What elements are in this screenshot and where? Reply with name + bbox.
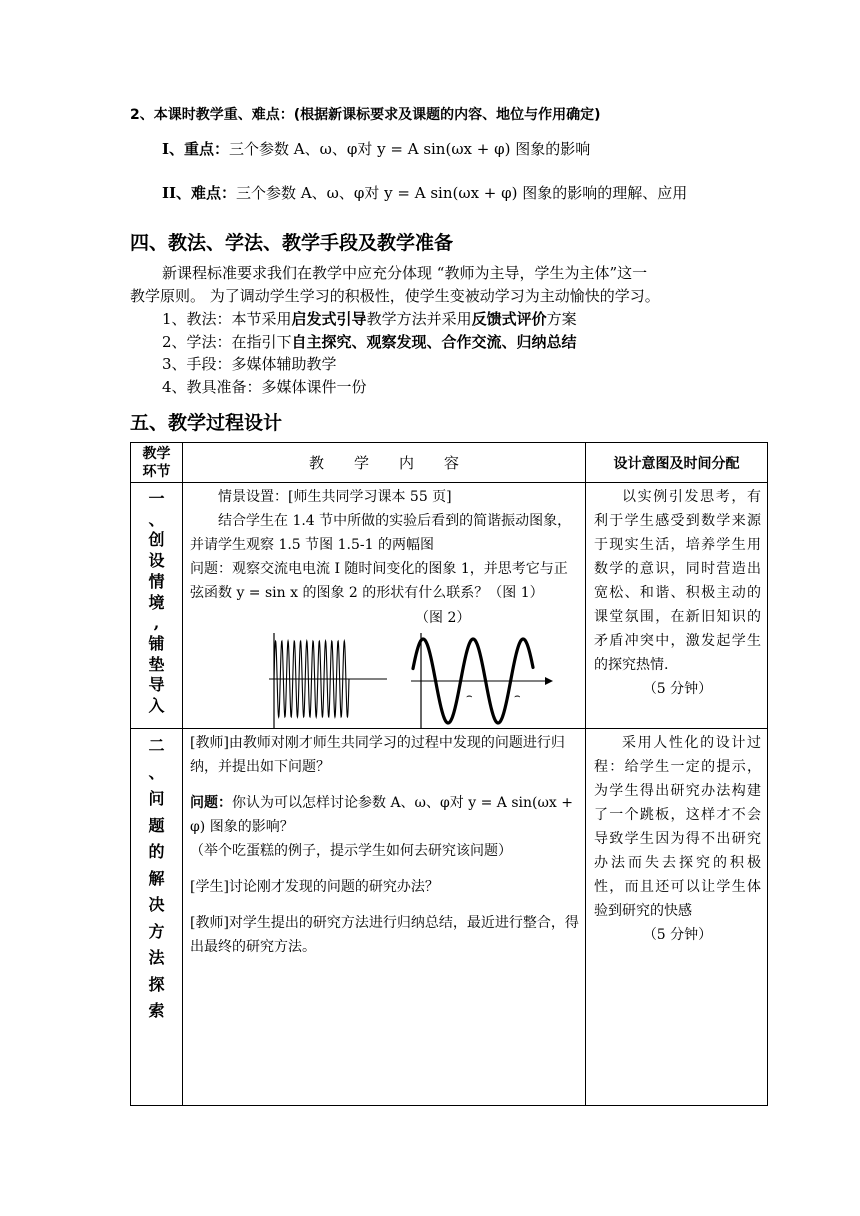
stage2-char: 二	[148, 736, 165, 755]
stage2-char: 问	[148, 789, 165, 808]
question-text: 你认为可以怎样讨论参数 A、ω、φ对 y = A sin(ωx + φ) 图象的影响？	[190, 795, 573, 835]
cake-example: （举个吃蛋糕的例子，提示学生如何去研究该问题）	[190, 843, 512, 859]
stage2-char: 题	[148, 815, 165, 835]
time-1: （5 分钟）	[642, 681, 713, 697]
table-row	[131, 729, 768, 1106]
scene-question: 问题：观察交流电电流 I 随时间变化的图象 1，并思考它与正弦函数 y = sin x 的图象 2 的形状有什么联系？（图 1）	[190, 561, 568, 601]
section-title-methods: 四、教法、学法、教学手段及教学准备	[130, 232, 454, 254]
stage1-char: 境	[148, 592, 165, 612]
stage2-char: 决	[148, 895, 165, 914]
stage2-char: 、	[148, 762, 165, 782]
content-cell-1	[183, 483, 586, 729]
teacher-summary: [教师]由教师对刚才师生共同学习的过程中发现的问题进行归纳，并提出如下问题？	[190, 735, 565, 775]
figure-2-sine-graph	[411, 633, 553, 729]
section-title-process: 五、教学过程设计	[130, 412, 283, 434]
stage1-char: 、	[148, 509, 165, 529]
method-item-learning	[162, 331, 577, 353]
figure-1-ac-current-graph	[269, 633, 387, 729]
header-stage-text: 教学环节	[142, 445, 171, 480]
design-cell-1	[586, 483, 768, 729]
stage-cell-1	[131, 483, 183, 729]
table-row	[131, 483, 768, 729]
method-item-teaching-mid: 教学方法并采用	[366, 310, 472, 328]
methods-paragraph-line2: 教学原则。 为了调动学生学习的积极性，使学生变被动学习为主动愉快的学习。	[130, 287, 660, 305]
stage-cell-2	[131, 729, 183, 1106]
method-item-means: 3、手段：多媒体辅助教学	[162, 355, 337, 373]
methods-paragraph-line1: 新课程标准要求我们在教学中应充分体现 “教师为主导，学生为主体”这一	[162, 264, 648, 282]
content-cell-2	[183, 729, 586, 1106]
method-item-teaching-bold2: 反馈式评价	[471, 310, 547, 328]
stage2-char: 方	[148, 921, 165, 941]
stage1-char: 入	[148, 696, 165, 716]
stage1-char: 导	[148, 675, 165, 695]
method-item-tools: 4、教具准备：多媒体课件一份	[162, 378, 367, 396]
difficulty-line	[162, 182, 687, 204]
stage1-char: 垫	[148, 654, 165, 674]
stage2-char: 索	[148, 1001, 165, 1020]
method-item-teaching-bold1: 启发式引导	[291, 310, 367, 328]
header-design: 设计意图及时间分配	[586, 443, 768, 483]
key-point-text: 三个参数 A、ω、φ对 y = A sin(ωx + φ) 图象的影响	[229, 140, 591, 158]
difficulty-label: II、难点：	[162, 184, 237, 202]
figure-2-label: （图 2）	[415, 610, 471, 626]
method-item-teaching-pre: 1、教法：本节采用	[162, 310, 292, 328]
design-cell-2	[586, 729, 768, 1106]
teaching-process-table	[130, 442, 768, 1106]
section-heading-key-points: 2、本课时教学重、难点：(根据新课标要求及课题的内容、地位与作用确定)	[130, 107, 601, 123]
stage1-char: 创	[148, 530, 165, 550]
stage1-char: ,	[153, 613, 160, 633]
method-item-learning-bold: 自主探究、观察发现、合作交流、归纳总结	[291, 333, 577, 351]
stage2-char: 法	[148, 948, 165, 967]
svg-text:⌢: ⌢	[466, 691, 473, 702]
table-header-row	[131, 443, 768, 483]
design-text-2: 采用人性化的设计过程：给学生一定的提示，为学生得出研究办法构建了一个跳板，这样才不会导致学生因为得不出研究办法而失去探究的积极性，而且还可以让学生体验到研究的快感	[594, 735, 761, 919]
teacher-conclusion: [教师]对学生提出的研究方法进行归纳总结，最近进行整合，得出最终的研究方法。	[190, 915, 579, 955]
method-item-teaching-post: 方案	[546, 310, 577, 328]
header-stage	[131, 443, 183, 483]
header-content: 教 学 内 容	[183, 443, 586, 483]
question-paragraph	[190, 791, 579, 839]
method-item-teaching	[162, 308, 577, 330]
key-point-line	[162, 138, 590, 160]
scene-description: 结合学生在 1.4 节中所做的实验后看到的简谐振动图象，并请学生观察 1.5 节图 1.5-1 的两幅图	[190, 513, 572, 553]
stage1-char: 设	[148, 551, 165, 571]
method-item-learning-pre: 2、学法：在指引下	[162, 333, 292, 351]
key-point-label: I、重点：	[162, 140, 230, 158]
time-2: （5 分钟）	[642, 927, 713, 943]
difficulty-text: 三个参数 A、ω、φ对 y = A sin(ωx + φ) 图象的影响的理解、应用	[236, 184, 688, 202]
stage2-char: 探	[148, 974, 165, 994]
stage2-char: 解	[148, 868, 165, 888]
stage1-char: 铺	[148, 633, 165, 653]
stage1-char: 一	[148, 489, 165, 508]
design-text-1: 以实例引发思考，有利于学生感受到数学来源于现实生活，培养学生用数学的意识，同时营造出宽松、和谐、积极主动的课堂氛围，在新旧知识的矛盾冲突中，激发起学生的探究热情.	[594, 489, 761, 673]
scene-setting: 情景设置：[师生共同学习课本 55 页]	[218, 489, 452, 505]
student-discussion: [学生]讨论刚才发现的问题的研究办法？	[190, 879, 439, 895]
svg-text:⌢: ⌢	[514, 691, 521, 702]
question-label: 问题：	[190, 795, 232, 811]
stage2-char: 的	[148, 842, 165, 861]
stage1-char: 情	[148, 571, 165, 591]
